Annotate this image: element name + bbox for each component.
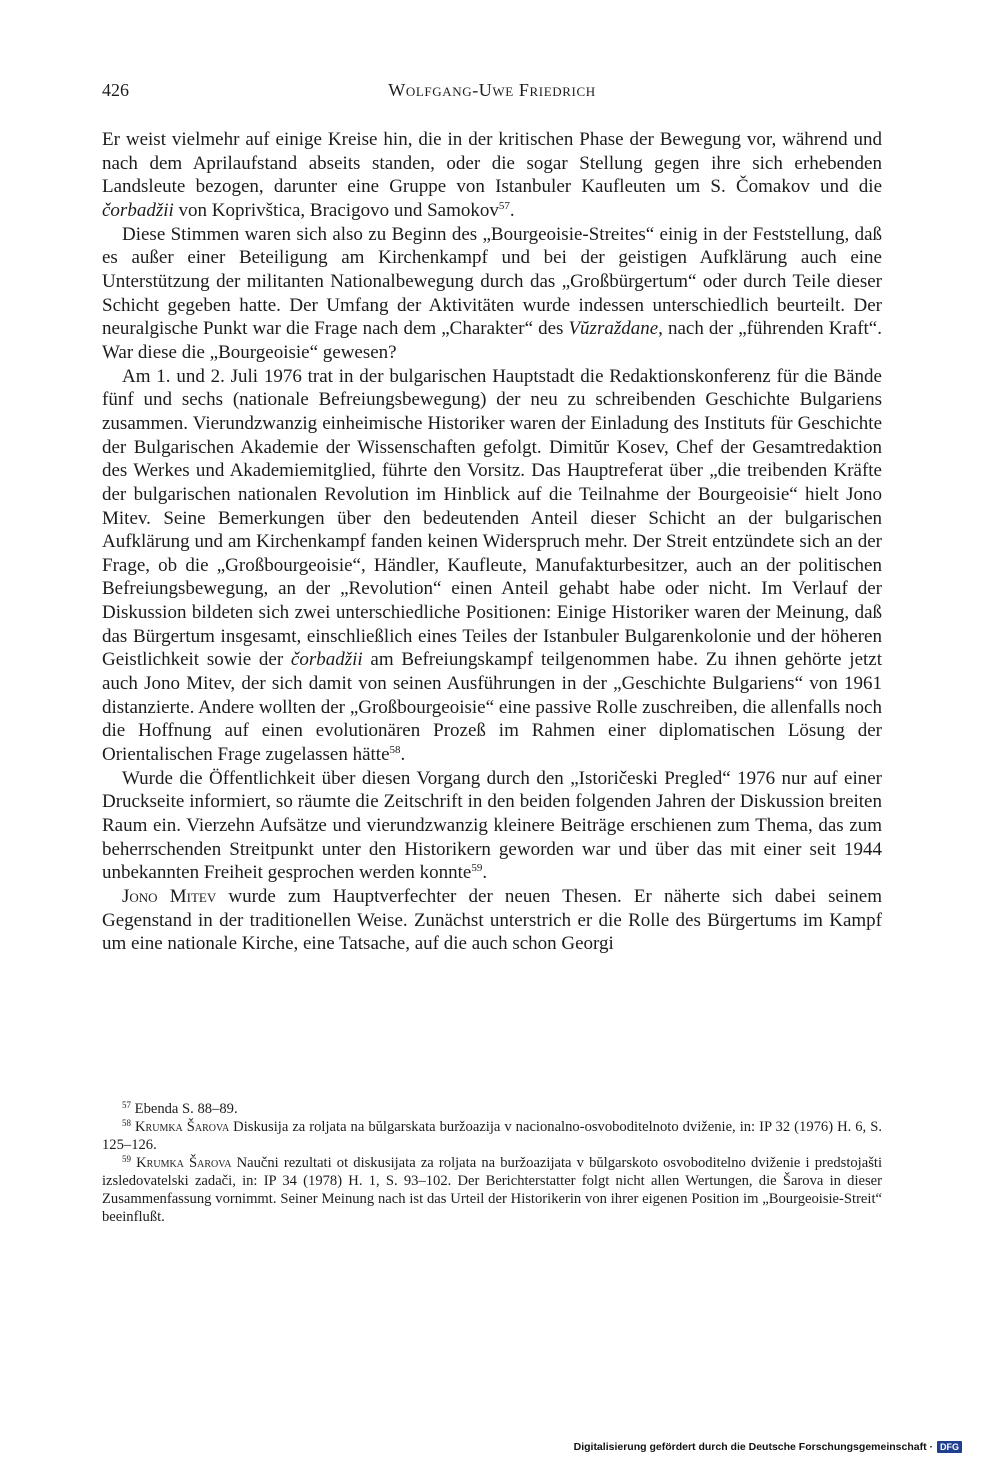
paragraph-3 [102, 365, 882, 767]
footnote-text: Ebenda S. 88–89. [131, 1101, 238, 1117]
footnotes [102, 1100, 882, 1226]
paragraph-text: . [482, 862, 488, 884]
italic-term: čorbadžii [102, 199, 174, 221]
italic-term: čorbadžii [290, 649, 363, 671]
footnote-58 [102, 1118, 882, 1154]
paragraph-text: Diese Stimmen waren sich also zu Beginn des „Bourgeoisie-Streites“ einig in der Feststellung, daß es außer einer Beteiligung am Kirchenkampf und bei der geistigen Aufklärung auch eine Unterstützung der militanten Nationalbewegung durch das „Großbürgertum“ oder durch Teile dieser Schicht gegeben hatte. Der Umfang der Aktivitäten wurde indessen unterschiedlich beurteilt. Der neuralgische Punkt war die Frage nach dem „Charakter“ des [102, 223, 882, 340]
paragraph-text: von Koprivštica, Bracigovo und Samokov [173, 199, 499, 221]
paragraph-5 [102, 885, 882, 956]
author-name: Jono Mitev [122, 886, 217, 907]
footnote-text: Diskusija za roljata na bŭlgarskata buržoazija v nacionalno-osvoboditelnoto dviženie, in: IP 32 (1976) H. 6, S. 125–126. [102, 1119, 882, 1153]
footnote-author: Krumka Šarova [135, 1119, 230, 1135]
paragraph-text: Wurde die Öffentlichkeit über diesen Vorgang durch den „Istoričeski Pregled“ 1976 nur auf einer Druckseite informiert, so räumte die Zeitschrift in den beiden folgenden Jahren der Diskussion breiten Raum ein. Vierzehn Aufsätze und vierundzwanzig kleinere Beiträge erschienen zum Thema, das zum beherrschenden Streitpunkt unter den Historikern geworden war und über das mit einer seit 1944 unbekannten Freiheit gesprochen werden konnte [102, 767, 882, 884]
paragraph-text: Am 1. und 2. Juli 1976 trat in der bulgarischen Hauptstadt die Redaktionskonferenz für die Bände fünf und sechs (nationale Befreiungsbewegung) der neu zu schreibenden Geschichte Bulgariens zusammen. Vierundzwanzig einheimische Historiker waren der Einladung des Instituts für Geschichte der Bulgarischen Akademie der Wissenschaften gefolgt. Dimitŭr Kosev, Chef der Gesamtredaktion des Werkes und Akademiemitglied, führte den Vorsitz. Das Hauptreferat über „die treibenden Kräfte der bulgarischen nationalen Revolution im Hinblick auf die Teilnahme der Bourgeoisie“ hielt Jono Mitev. Seine Bemerkungen über den bedeutenden Anteil dieser Schicht an der bulgarischen Aufklärung und am Kirchenkampf fanden keinen Widerspruch mehr. Der Streit entzündete sich an der Frage, ob die „Großbourgeoisie“, Händler, Kaufleute, Manufakturbesitzer, auch an der politischen Befreiungsbewegung, an der „Revolution“ einen Anteil gehabt habe oder nicht. Im Verlauf der Diskussion bildeten sich zwei unterschiedliche Positionen: Einige Historiker waren der Meinung, daß das Bürgertum insgesamt, einschließlich eines Teiles der Istanbuler Bulgarenkolonie und der höheren Geistlichkeit sowie der [102, 365, 882, 671]
dfg-logo-icon: DFG [937, 1441, 962, 1453]
footnote-ref-58[interactable]: 58 [389, 744, 401, 757]
digitization-credit [574, 1438, 962, 1456]
footnote-59 [102, 1154, 882, 1226]
paragraph-text: . [400, 744, 406, 766]
paragraph-text: wurde zum Hauptverfechter der neuen Thesen. Er näherte sich dabei seinem Gegenstand in der traditionellen Weise. Zunächst unterstrich er die Rolle des Bürgertums im Kampf um eine nationale Kirche, eine Tatsache, auf die auch schon Georgi [102, 886, 882, 955]
credit-text: Digitalisierung gefördert durch die Deutsche Forschungsgemeinschaft · [573, 1441, 933, 1453]
footnote-57 [102, 1100, 882, 1118]
footnote-author: Krumka Šarova [136, 1155, 232, 1171]
paragraph-text: nach der „führenden Kraft“. War diese die „Bourgeoisie“ gewesen? [102, 318, 882, 363]
paragraph-4 [102, 767, 882, 885]
footnote-ref-59[interactable]: 59 [471, 862, 483, 875]
footnote-number: 59 [122, 1154, 131, 1164]
footnote-text: Naučni rezultati ot diskusijata za roljata na buržoazijata v bŭlgarskoto osvoboditelno dviženie i predstojašti izsledovatelski zadači, in: IP 34 (1978) H. 1, S. 93–102. Der Berichterstatter folgt nicht allen Wertungen, die Šarova in dieser Zusammenfassung vornimmt. Seiner Meinung nach ist das Urteil der Historikerin von ihrer eigenen Position im „Bourgeoisie-Streit“ beeinflußt. [102, 1155, 882, 1225]
paragraph-2 [102, 223, 882, 365]
page-number: 426 [102, 80, 129, 100]
paragraph-text: . [509, 199, 515, 221]
italic-term: Vŭzraždane, [568, 318, 663, 340]
footnote-number: 57 [122, 1100, 131, 1110]
page-header [102, 80, 882, 106]
paragraph-1 [102, 128, 882, 223]
running-head: Wolfgang-Uwe Friedrich [388, 80, 596, 100]
main-text [102, 128, 882, 956]
paragraph-text: Er weist vielmehr auf einige Kreise hin, die in der kritischen Phase der Bewegung vor, während und nach dem Aprilaufstand abseits standen, oder die sogar Stellung gegen ihre sich erhebenden Landsleute bezogen, darunter eine Gruppe von Istanbuler Kaufleuten um S. Čomakov und die [102, 129, 882, 198]
footnote-number: 58 [122, 1118, 131, 1128]
paragraph-text: am Befreiungskampf teilgenommen habe. Zu ihnen gehörte jetzt auch Jono Mitev, der sich damit von seinen Ausführungen in der „Geschichte Bulgariens“ von 1961 distanzierte. Andere wollten der „Großbourgeoisie“ eine passive Rolle zuschreiben, die allenfalls noch die Hoffnung auf einen evolutionären Prozeß im Rahmen einer diplomatischen Lösung der Orientalischen Frage zugelassen hätte [102, 649, 882, 766]
footnote-ref-57[interactable]: 57 [498, 199, 510, 212]
